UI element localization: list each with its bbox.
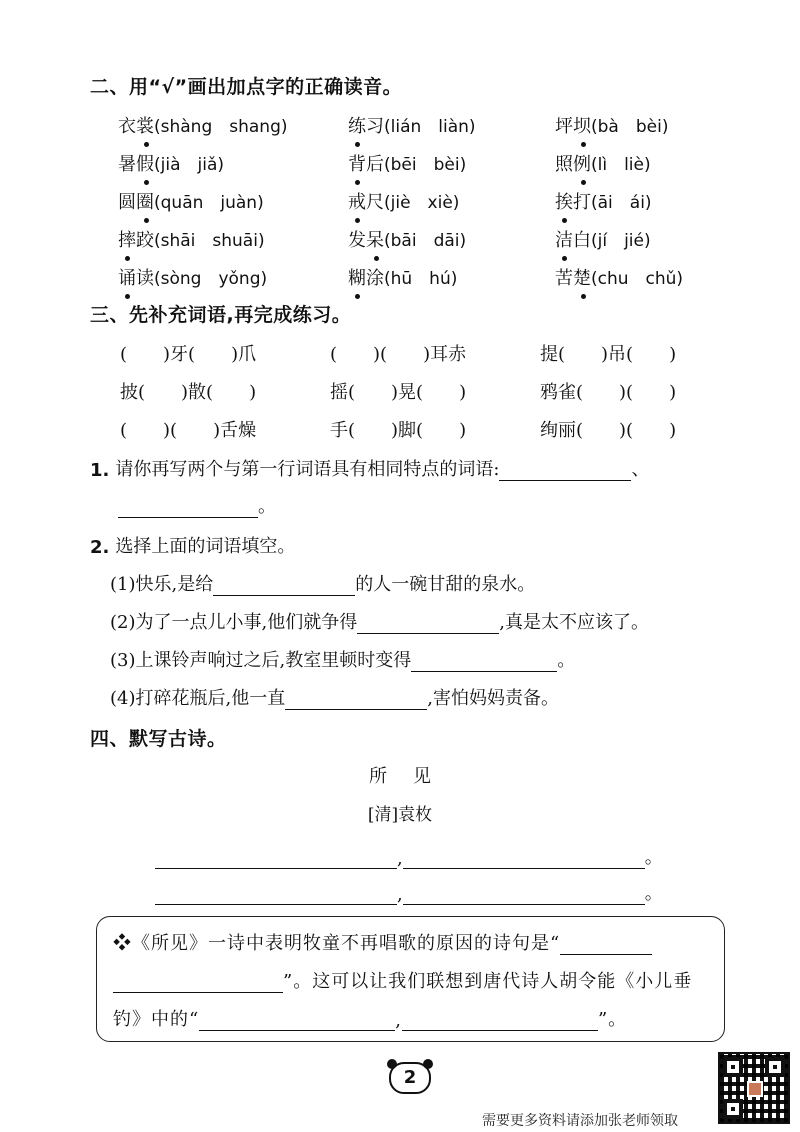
- word-completion-item[interactable]: 披( )散( ): [120, 382, 257, 403]
- pronunciation-item: [348, 112, 555, 138]
- emphasis-dot-icon: [355, 180, 360, 185]
- word-wrapper: [555, 264, 591, 290]
- pronunciation-grid: [118, 106, 738, 296]
- answer-blank[interactable]: [402, 1009, 598, 1031]
- footer-note: 需要更多资料请添加张老师领取: [482, 1113, 678, 1129]
- question-2-text: 选择上面的词语填空。: [115, 536, 296, 557]
- word-completion-item[interactable]: 手( )脚( ): [330, 420, 467, 441]
- qr-finder-icon: [723, 1057, 743, 1077]
- word-completion-row: [120, 410, 720, 448]
- pronunciation-row: [118, 144, 738, 182]
- answer-blank[interactable]: [199, 1009, 395, 1031]
- word-wrapper: [555, 112, 591, 138]
- pinyin-options[interactable]: (bēi bèi): [384, 155, 467, 175]
- word: 坪坝: [555, 116, 591, 137]
- sentence-text: (2)为了一点儿小事,他们就争得: [110, 612, 358, 633]
- pronunciation-item: [555, 226, 738, 252]
- panda-ear-icon: [423, 1059, 433, 1069]
- pinyin-options[interactable]: (lián liàn): [384, 117, 476, 137]
- pronunciation-item: [555, 150, 738, 176]
- word-completion-row: [120, 334, 720, 372]
- word-wrapper: [348, 112, 384, 138]
- quiz-line-1: [113, 929, 652, 955]
- fill-sentence-4: [110, 684, 559, 710]
- qr-finder-icon: [723, 1099, 743, 1119]
- page-number-text: 2: [403, 1067, 417, 1088]
- pinyin-options[interactable]: (bà bèi): [591, 117, 669, 137]
- answer-blank[interactable]: [113, 971, 283, 993]
- word-completion-item[interactable]: 摇( )晃( ): [330, 382, 467, 403]
- question-2-number: 2.: [90, 537, 110, 558]
- poem-line-2: [155, 879, 663, 905]
- separator: 、: [631, 459, 650, 480]
- pronunciation-item: [118, 112, 348, 138]
- pronunciation-item: [555, 112, 738, 138]
- word-wrapper: [555, 226, 591, 252]
- pronunciation-item: [348, 264, 555, 290]
- answer-blank[interactable]: [499, 459, 631, 481]
- pronunciation-item: [118, 226, 348, 252]
- poem-author: [清]袁枚: [367, 805, 433, 825]
- question-1: [90, 455, 649, 481]
- poem-question-box: [96, 916, 725, 1042]
- pronunciation-item: [348, 150, 555, 176]
- pronunciation-row: [118, 258, 738, 296]
- quiz-line-3: [113, 1005, 627, 1031]
- period: 。: [258, 496, 276, 517]
- panda-ear-icon: [387, 1059, 397, 1069]
- pinyin-options[interactable]: (bāi dāi): [384, 231, 467, 251]
- word-completion-item[interactable]: 绚丽( )( ): [540, 420, 677, 441]
- word-wrapper: [348, 226, 384, 252]
- poem-blank[interactable]: [403, 847, 645, 869]
- pinyin-options[interactable]: (jià jiǎ): [154, 155, 224, 175]
- quiz-text: ”。这可以让我们联想到唐代诗人胡令能《小儿垂: [283, 971, 693, 992]
- section-4-title: 四、默写古诗。: [90, 728, 227, 750]
- question-1-continued: [118, 492, 276, 518]
- pinyin-options[interactable]: (shàng shang): [154, 117, 288, 137]
- pinyin-options[interactable]: (āi ái): [591, 193, 652, 213]
- pinyin-options[interactable]: (quān juàn): [154, 193, 264, 213]
- word-completion-item[interactable]: ( )( )舌燥: [120, 420, 257, 441]
- word-completion-row: [120, 372, 720, 410]
- emphasis-dot-icon: [355, 218, 360, 223]
- emphasis-dot-icon: [581, 142, 586, 147]
- period: 。: [644, 883, 663, 904]
- emphasis-dot-icon: [144, 142, 149, 147]
- word-wrapper: [118, 264, 154, 290]
- emphasis-dot-icon: [562, 218, 567, 223]
- pinyin-options[interactable]: (lì liè): [591, 155, 651, 175]
- section-3-title: 三、先补充词语,再完成练习。: [90, 304, 352, 326]
- word-wrapper: [555, 188, 591, 214]
- word-wrapper: [348, 150, 384, 176]
- period: 。: [644, 847, 663, 868]
- pinyin-options[interactable]: (hū hú): [384, 269, 458, 289]
- question-1-text: 请你再写两个与第一行词语具有相同特点的词语:: [115, 459, 500, 480]
- word-wrapper: [555, 150, 591, 176]
- poem-title: 所见: [369, 766, 457, 787]
- question-1-number: 1.: [90, 460, 110, 481]
- pinyin-options[interactable]: (jiè xiè): [384, 193, 460, 213]
- sentence-text: (4)打碎花瓶后,他一直: [110, 688, 286, 709]
- sentence-text: ,真是太不应该了。: [499, 612, 649, 633]
- quiz-text: ❖《所见》一诗中表明牧童不再唱歌的原因的诗句是“: [113, 933, 561, 954]
- word-wrapper: [348, 188, 384, 214]
- emphasis-dot-icon: [125, 256, 130, 261]
- word: 暑假: [118, 154, 154, 175]
- answer-blank[interactable]: [118, 496, 258, 518]
- emphasis-dot-icon: [355, 294, 360, 299]
- quiz-text: 钓》中的“: [113, 1009, 200, 1030]
- page-number: [389, 1062, 431, 1094]
- answer-blank[interactable]: [560, 933, 652, 955]
- poem-blank[interactable]: [155, 883, 397, 905]
- pronunciation-row: [118, 220, 738, 258]
- comma: ,: [395, 1010, 402, 1031]
- word: 圆圈: [118, 192, 154, 213]
- word-completion-grid: [120, 334, 720, 448]
- answer-blank[interactable]: [411, 650, 557, 672]
- word-wrapper: [118, 150, 154, 176]
- section-2-title: 二、用“√”画出加点字的正确读音。: [90, 76, 403, 98]
- comma: ,: [397, 884, 403, 905]
- qr-finder-icon: [765, 1057, 785, 1077]
- poem-blank[interactable]: [403, 883, 645, 905]
- pronunciation-item: [348, 226, 555, 252]
- word: 发呆: [348, 230, 384, 251]
- emphasis-dot-icon: [144, 218, 149, 223]
- word: 苦楚: [555, 268, 591, 289]
- pronunciation-item: [118, 188, 348, 214]
- word-completion-item[interactable]: ( )( )耳赤: [330, 344, 467, 365]
- sentence-text: (3)上课铃声响过之后,教室里顿时变得: [110, 650, 412, 671]
- fill-sentence-3: [110, 646, 575, 672]
- qr-code-icon: [718, 1052, 790, 1124]
- word-wrapper: [118, 188, 154, 214]
- word: 洁白: [555, 230, 591, 251]
- pinyin-options[interactable]: (shāi shuāi): [154, 231, 265, 251]
- quiz-line-2: [113, 967, 692, 993]
- fill-sentence-2: [110, 608, 649, 634]
- word: 挨打: [555, 192, 591, 213]
- word-completion-item[interactable]: 鸦雀( )( ): [540, 382, 677, 403]
- question-2: [90, 532, 295, 558]
- word: 照例: [555, 154, 591, 175]
- pinyin-options[interactable]: (chu chǔ): [591, 269, 684, 289]
- emphasis-dot-icon: [374, 256, 379, 261]
- word: 衣裳: [118, 116, 154, 137]
- comma: ,: [397, 848, 403, 869]
- emphasis-dot-icon: [581, 180, 586, 185]
- word: 戒尺: [348, 192, 384, 213]
- answer-blank[interactable]: [213, 574, 355, 596]
- word: 摔跤: [118, 230, 154, 251]
- word-wrapper: [118, 112, 154, 138]
- pronunciation-item: [118, 150, 348, 176]
- word-wrapper: [118, 226, 154, 252]
- sentence-text: (1)快乐,是给: [110, 574, 214, 595]
- pronunciation-item: [555, 188, 738, 214]
- word-completion-item[interactable]: 提( )吊( ): [540, 344, 677, 365]
- answer-blank[interactable]: [285, 688, 427, 710]
- avatar: [747, 1081, 763, 1097]
- answer-blank[interactable]: [357, 612, 499, 634]
- quiz-text: ”。: [597, 1009, 628, 1030]
- emphasis-dot-icon: [581, 294, 586, 299]
- pronunciation-row: [118, 182, 738, 220]
- pronunciation-item: [555, 264, 738, 290]
- pronunciation-item: [348, 188, 555, 214]
- word: 糊涂: [348, 268, 384, 289]
- sentence-text: 的人一碗甘甜的泉水。: [355, 574, 536, 595]
- word-completion-item[interactable]: ( )牙( )爪: [120, 344, 257, 365]
- word-wrapper: [348, 264, 384, 290]
- sentence-text: ,害怕妈妈责备。: [427, 688, 559, 709]
- pronunciation-item: [118, 264, 348, 290]
- emphasis-dot-icon: [144, 180, 149, 185]
- poem-line-1: [155, 843, 663, 869]
- pinyin-options[interactable]: (sòng yǒng): [154, 269, 268, 289]
- sentence-text: 。: [557, 650, 576, 671]
- emphasis-dot-icon: [125, 294, 130, 299]
- word: 背后: [348, 154, 384, 175]
- word: 练习: [348, 116, 384, 137]
- poem-blank[interactable]: [155, 847, 397, 869]
- pronunciation-row: [118, 106, 738, 144]
- emphasis-dot-icon: [562, 256, 567, 261]
- fill-sentence-1: [110, 570, 535, 596]
- emphasis-dot-icon: [355, 142, 360, 147]
- word: 诵读: [118, 268, 154, 289]
- pinyin-options[interactable]: (jí jié): [591, 231, 651, 251]
